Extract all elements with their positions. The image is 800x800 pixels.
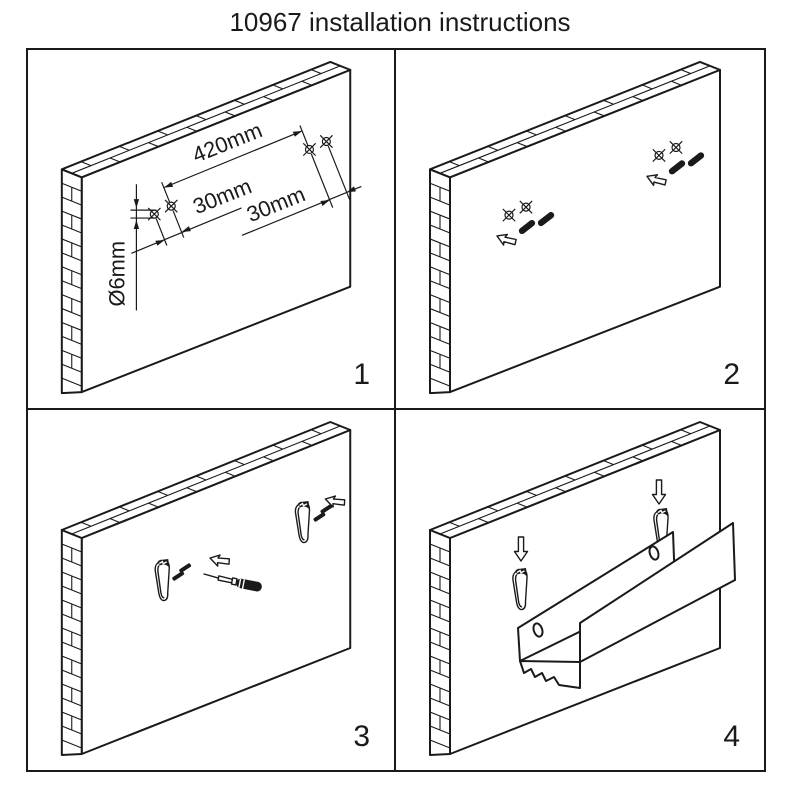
drill-hole-mark-icon [670, 141, 682, 153]
step-number: 3 [353, 720, 370, 753]
dim-hole-diameter-label: Ø6mm [104, 240, 130, 307]
step-number: 4 [723, 720, 740, 753]
dim-hole-spacing-label: 420mm [188, 117, 266, 168]
step-number: 2 [723, 358, 740, 391]
step-4-panel [396, 410, 764, 770]
dim-left-offset-label: 30mm [189, 173, 255, 220]
instruction-steps-grid [26, 48, 766, 772]
drill-hole-mark-icon [520, 201, 532, 213]
brick-wall-icon [430, 62, 720, 393]
brick-wall-icon [62, 62, 350, 393]
step-1-illustration [28, 50, 394, 408]
drill-hole-mark-icon [503, 209, 515, 221]
drill-hole-mark-icon [653, 149, 665, 161]
page-title: 10967 installation instructions [229, 7, 571, 37]
step-4-illustration [396, 410, 764, 770]
step-3-illustration [28, 410, 394, 770]
step-2-illustration [396, 50, 764, 408]
brick-wall-icon [62, 422, 350, 755]
step-1-panel [28, 50, 396, 410]
step-3-panel [28, 410, 396, 770]
step-number: 1 [353, 358, 370, 391]
dim-right-offset-label: 30mm [243, 181, 309, 228]
step-2-panel [396, 50, 764, 410]
